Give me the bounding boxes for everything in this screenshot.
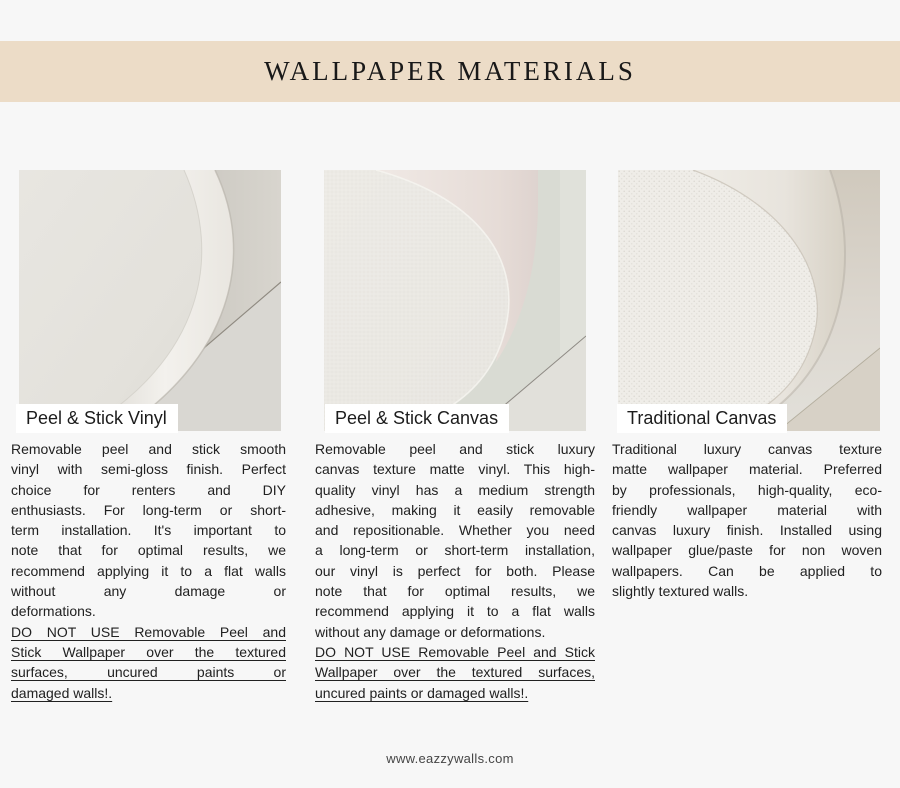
traditional-canvas-peeled-corner-photo	[618, 170, 880, 431]
description-body	[315, 439, 595, 642]
material-description	[11, 439, 286, 703]
material-description	[315, 439, 595, 703]
traditional-canvas-sample-image	[618, 170, 880, 431]
description-body	[612, 439, 882, 601]
text-line: Stick Wallpaper over the textured	[11, 643, 286, 660]
page-title: WALLPAPER MATERIALS	[264, 56, 636, 86]
text-line: damaged walls!.	[11, 684, 113, 701]
text-line: friendly wallpaper material with	[612, 501, 882, 518]
text-line: DO NOT USE Removable Peel and	[11, 623, 286, 640]
description-body	[11, 439, 286, 622]
canvas-texture-vinyl-peeled-corner-photo	[324, 170, 586, 431]
text-line: recommend applying it to a flat walls	[315, 603, 595, 620]
text-line: uncured paints or damaged walls!.	[315, 684, 529, 701]
text-line: our vinyl is perfect for both. Please	[315, 562, 595, 579]
text-line: choice for renters and DIY	[11, 481, 286, 498]
text-line: Wallpaper over the textured surfaces,	[315, 664, 595, 681]
warning-text	[315, 642, 595, 703]
material-column-peel-stick-vinyl	[11, 170, 286, 703]
text-line: without any damage or	[11, 583, 286, 600]
website-url: www.eazzywalls.com	[386, 751, 514, 766]
text-line: surfaces, uncured paints or	[11, 664, 286, 681]
text-line: canvas texture matte vinyl. This high-	[315, 461, 595, 478]
text-line: enthusiasts. For long-term or short-	[11, 501, 286, 518]
text-line: DO NOT USE Removable Peel and Stick	[315, 643, 595, 660]
smooth-vinyl-sample-image	[19, 170, 281, 431]
material-label: Traditional Canvas	[617, 404, 787, 433]
text-line: Removable peel and stick smooth	[11, 441, 286, 457]
text-line: slightly textured walls.	[612, 583, 749, 600]
text-line: matte wallpaper material. Preferred	[612, 461, 882, 478]
text-line: deformations.	[11, 603, 96, 620]
warning-text	[11, 622, 286, 703]
text-line: without any damage or deformations.	[315, 623, 546, 640]
material-label: Peel & Stick Vinyl	[16, 404, 178, 433]
material-description	[612, 439, 882, 601]
text-line: note that for optimal results, we	[315, 583, 595, 600]
text-line: note that for optimal results, we	[11, 542, 286, 559]
smooth-vinyl-peeled-corner-photo	[19, 170, 281, 431]
material-label: Peel & Stick Canvas	[325, 404, 509, 433]
text-line: quality vinyl has a medium strength	[315, 481, 595, 498]
text-line: by professionals, high-quality, eco-	[612, 481, 882, 498]
title-banner	[0, 41, 900, 102]
text-line: Removable peel and stick luxury	[315, 441, 595, 457]
canvas-vinyl-sample-image	[324, 170, 586, 431]
text-line: recommend applying it to a flat walls	[11, 562, 286, 579]
text-line: term installation. It's important to	[11, 522, 286, 539]
text-line: canvas luxury finish. Installed using	[612, 522, 882, 539]
text-line: and repositionable. Whether you need	[315, 522, 595, 539]
text-line: vinyl with semi-gloss finish. Perfect	[11, 461, 286, 478]
text-line: wallpapers. Can be applied to	[612, 562, 882, 579]
text-line: adhesive, making it easily removable	[315, 501, 595, 518]
material-column-peel-stick-canvas	[315, 170, 595, 703]
text-line: a long-term or short-term installation,	[315, 542, 595, 559]
text-line: wallpaper glue/paste for non woven	[612, 542, 882, 559]
material-column-traditional-canvas	[612, 170, 882, 601]
text-line: Traditional luxury canvas texture	[612, 441, 882, 457]
footer	[0, 751, 900, 766]
